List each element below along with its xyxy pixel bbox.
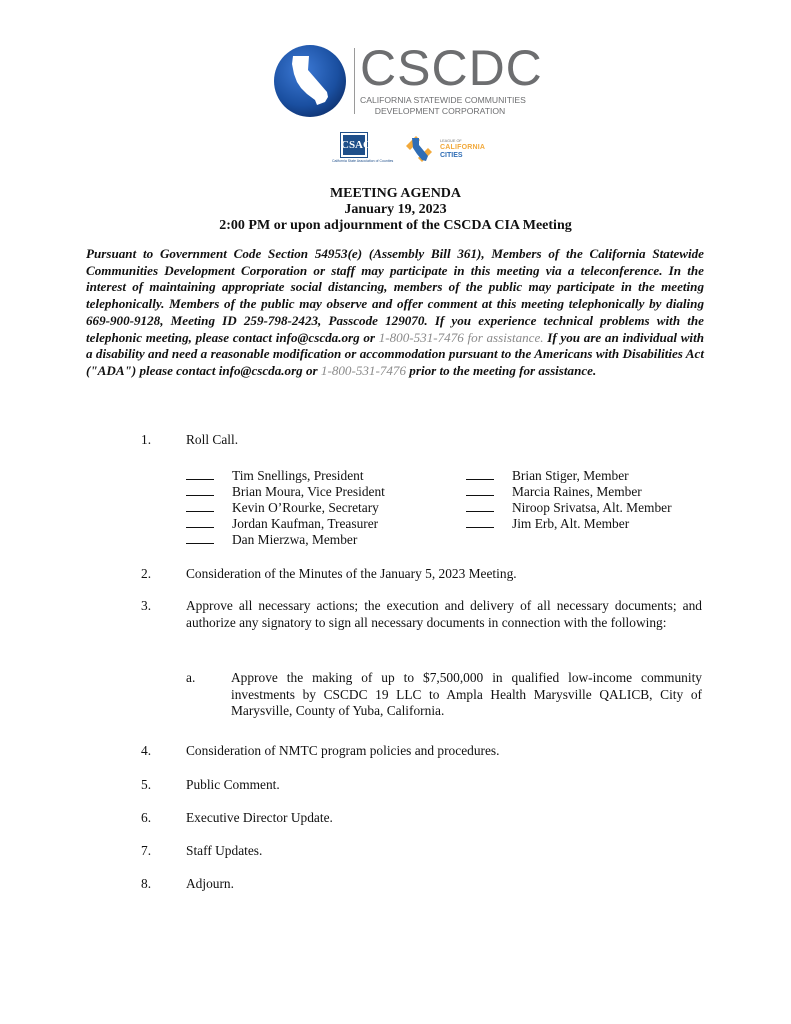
notice-text-3: prior to the meeting for assistance. [406, 362, 597, 378]
attendance-blank [186, 484, 214, 496]
agenda-item-text: Roll Call. [186, 432, 239, 447]
meeting-date: January 19, 2023 [344, 202, 447, 217]
agenda-item-number: 6. [141, 810, 152, 825]
notice-text-1: Pursuant to Government Code Section 54953(e) (Assembly Bill 361), Members of the California Statewide Communities Development Corporation or staff may participate in this meeting via a teleconference. In the interest of maintaining appropriate social distancing, members of the public may participate in the meeting telephonically. Members of the public may observe and offer comment at this meeting telephonically by dialing 669-900-9128, Meeting ID 259-798-2423, Passcode 129070. If you experience technical problems with the telephonic meeting, please contact info@cscda.org or [86, 246, 704, 345]
attendance-blank [186, 468, 214, 480]
cscdc-logo [273, 40, 543, 120]
agenda-item-text: Consideration of the Minutes of the January 5, 2023 Meeting. [186, 566, 517, 581]
sub-item-letter: a. [186, 670, 196, 685]
assistance-phone-1: 1-800-531-7476 for assistance. [378, 329, 544, 345]
csac-mark: CSAC [340, 132, 368, 158]
meeting-time: 2:00 PM or upon adjournment of the CSCDA CIA Meeting [219, 218, 572, 233]
league-of-california-cities-logo [402, 132, 488, 168]
agenda-item-number: 5. [141, 777, 152, 792]
logo-title: CSCDC [360, 40, 543, 96]
agenda-item-text: Public Comment. [186, 777, 280, 792]
league-line1: LEAGUE OF [440, 139, 462, 143]
agenda-item-text: Consideration of NMTC program policies and procedures. [186, 743, 500, 758]
member-name: Jordan Kaufman, Treasurer [232, 516, 379, 532]
roll-call-list-left [186, 468, 385, 548]
assistance-phone-2: 1-800-531-7476 [320, 362, 407, 378]
attendance-blank [186, 500, 214, 512]
attendance-blank [186, 532, 214, 544]
attendance-blank [466, 484, 494, 496]
roll-call-row [186, 484, 385, 500]
agenda-title: MEETING AGENDA [329, 186, 462, 201]
attendance-blank [466, 516, 494, 528]
agenda-item-number: 4. [141, 743, 152, 758]
member-name: Jim Erb, Alt. Member [512, 516, 630, 532]
attendance-blank [186, 516, 214, 528]
agenda-item-number: 8. [141, 876, 152, 891]
member-name: Dan Mierzwa, Member [232, 532, 358, 548]
roll-call-row [186, 468, 385, 484]
teleconference-notice [86, 246, 704, 380]
member-name: Niroop Srivatsa, Alt. Member [512, 500, 672, 516]
member-name: Brian Moura, Vice President [232, 484, 385, 500]
member-name: Brian Stiger, Member [512, 468, 629, 483]
agenda-item-number: 2. [141, 566, 152, 581]
csac-logo [334, 132, 396, 172]
agenda-item-text: Adjourn. [186, 876, 234, 891]
league-line2: CALIFORNIA [440, 144, 486, 151]
member-name: Marcia Raines, Member [512, 484, 642, 500]
sub-item-text: Approve the making of up to $7,500,000 in qualified low-income community investments by CSCDC 19 LLC to Ampla Health Marysville QALICB, City of Marysville, County of Yuba, California. [231, 670, 702, 718]
agenda-item-text: Executive Director Update. [186, 810, 333, 825]
member-name: Kevin O’Rourke, Secretary [232, 500, 379, 516]
roll-call-row [186, 500, 385, 516]
member-name: Tim Snellings, President [232, 468, 364, 483]
california-map-icon [402, 132, 436, 166]
california-state-circle-icon [273, 44, 347, 118]
attendance-blank [466, 468, 494, 480]
notice-text-2: If you are an individual with a disability and need a reasonable modification or accommodation pursuant to the Americans with Disabilities Act ("ADA") please contact info@cscda.org or [86, 329, 704, 378]
logo-subtitle-line1: CALIFORNIA STATEWIDE COMMUNITIES [360, 95, 526, 105]
logo-divider [354, 48, 355, 114]
league-line3: CITIES [440, 152, 463, 159]
agenda-item-text: Staff Updates. [186, 843, 263, 858]
roll-call-row [466, 500, 672, 516]
agenda-item-text: Approve all necessary actions; the execution and delivery of all necessary documents; and authorize any signatory to sign all necessary documents in connection with the following: [186, 598, 702, 630]
logo-subtitle-line2: DEVELOPMENT CORPORATION [374, 106, 506, 116]
agenda-item-number: 3. [141, 598, 152, 613]
roll-call-row [466, 484, 672, 500]
roll-call-row [186, 516, 385, 532]
roll-call-row [186, 532, 385, 548]
agenda-item-number: 7. [141, 843, 152, 858]
roll-call-row [466, 516, 672, 532]
attendance-blank [466, 500, 494, 512]
csac-caption: California State Association of Counties [332, 159, 394, 163]
agenda-item-number: 1. [141, 432, 152, 447]
roll-call-row [466, 468, 672, 484]
roll-call-list-right [466, 468, 672, 532]
